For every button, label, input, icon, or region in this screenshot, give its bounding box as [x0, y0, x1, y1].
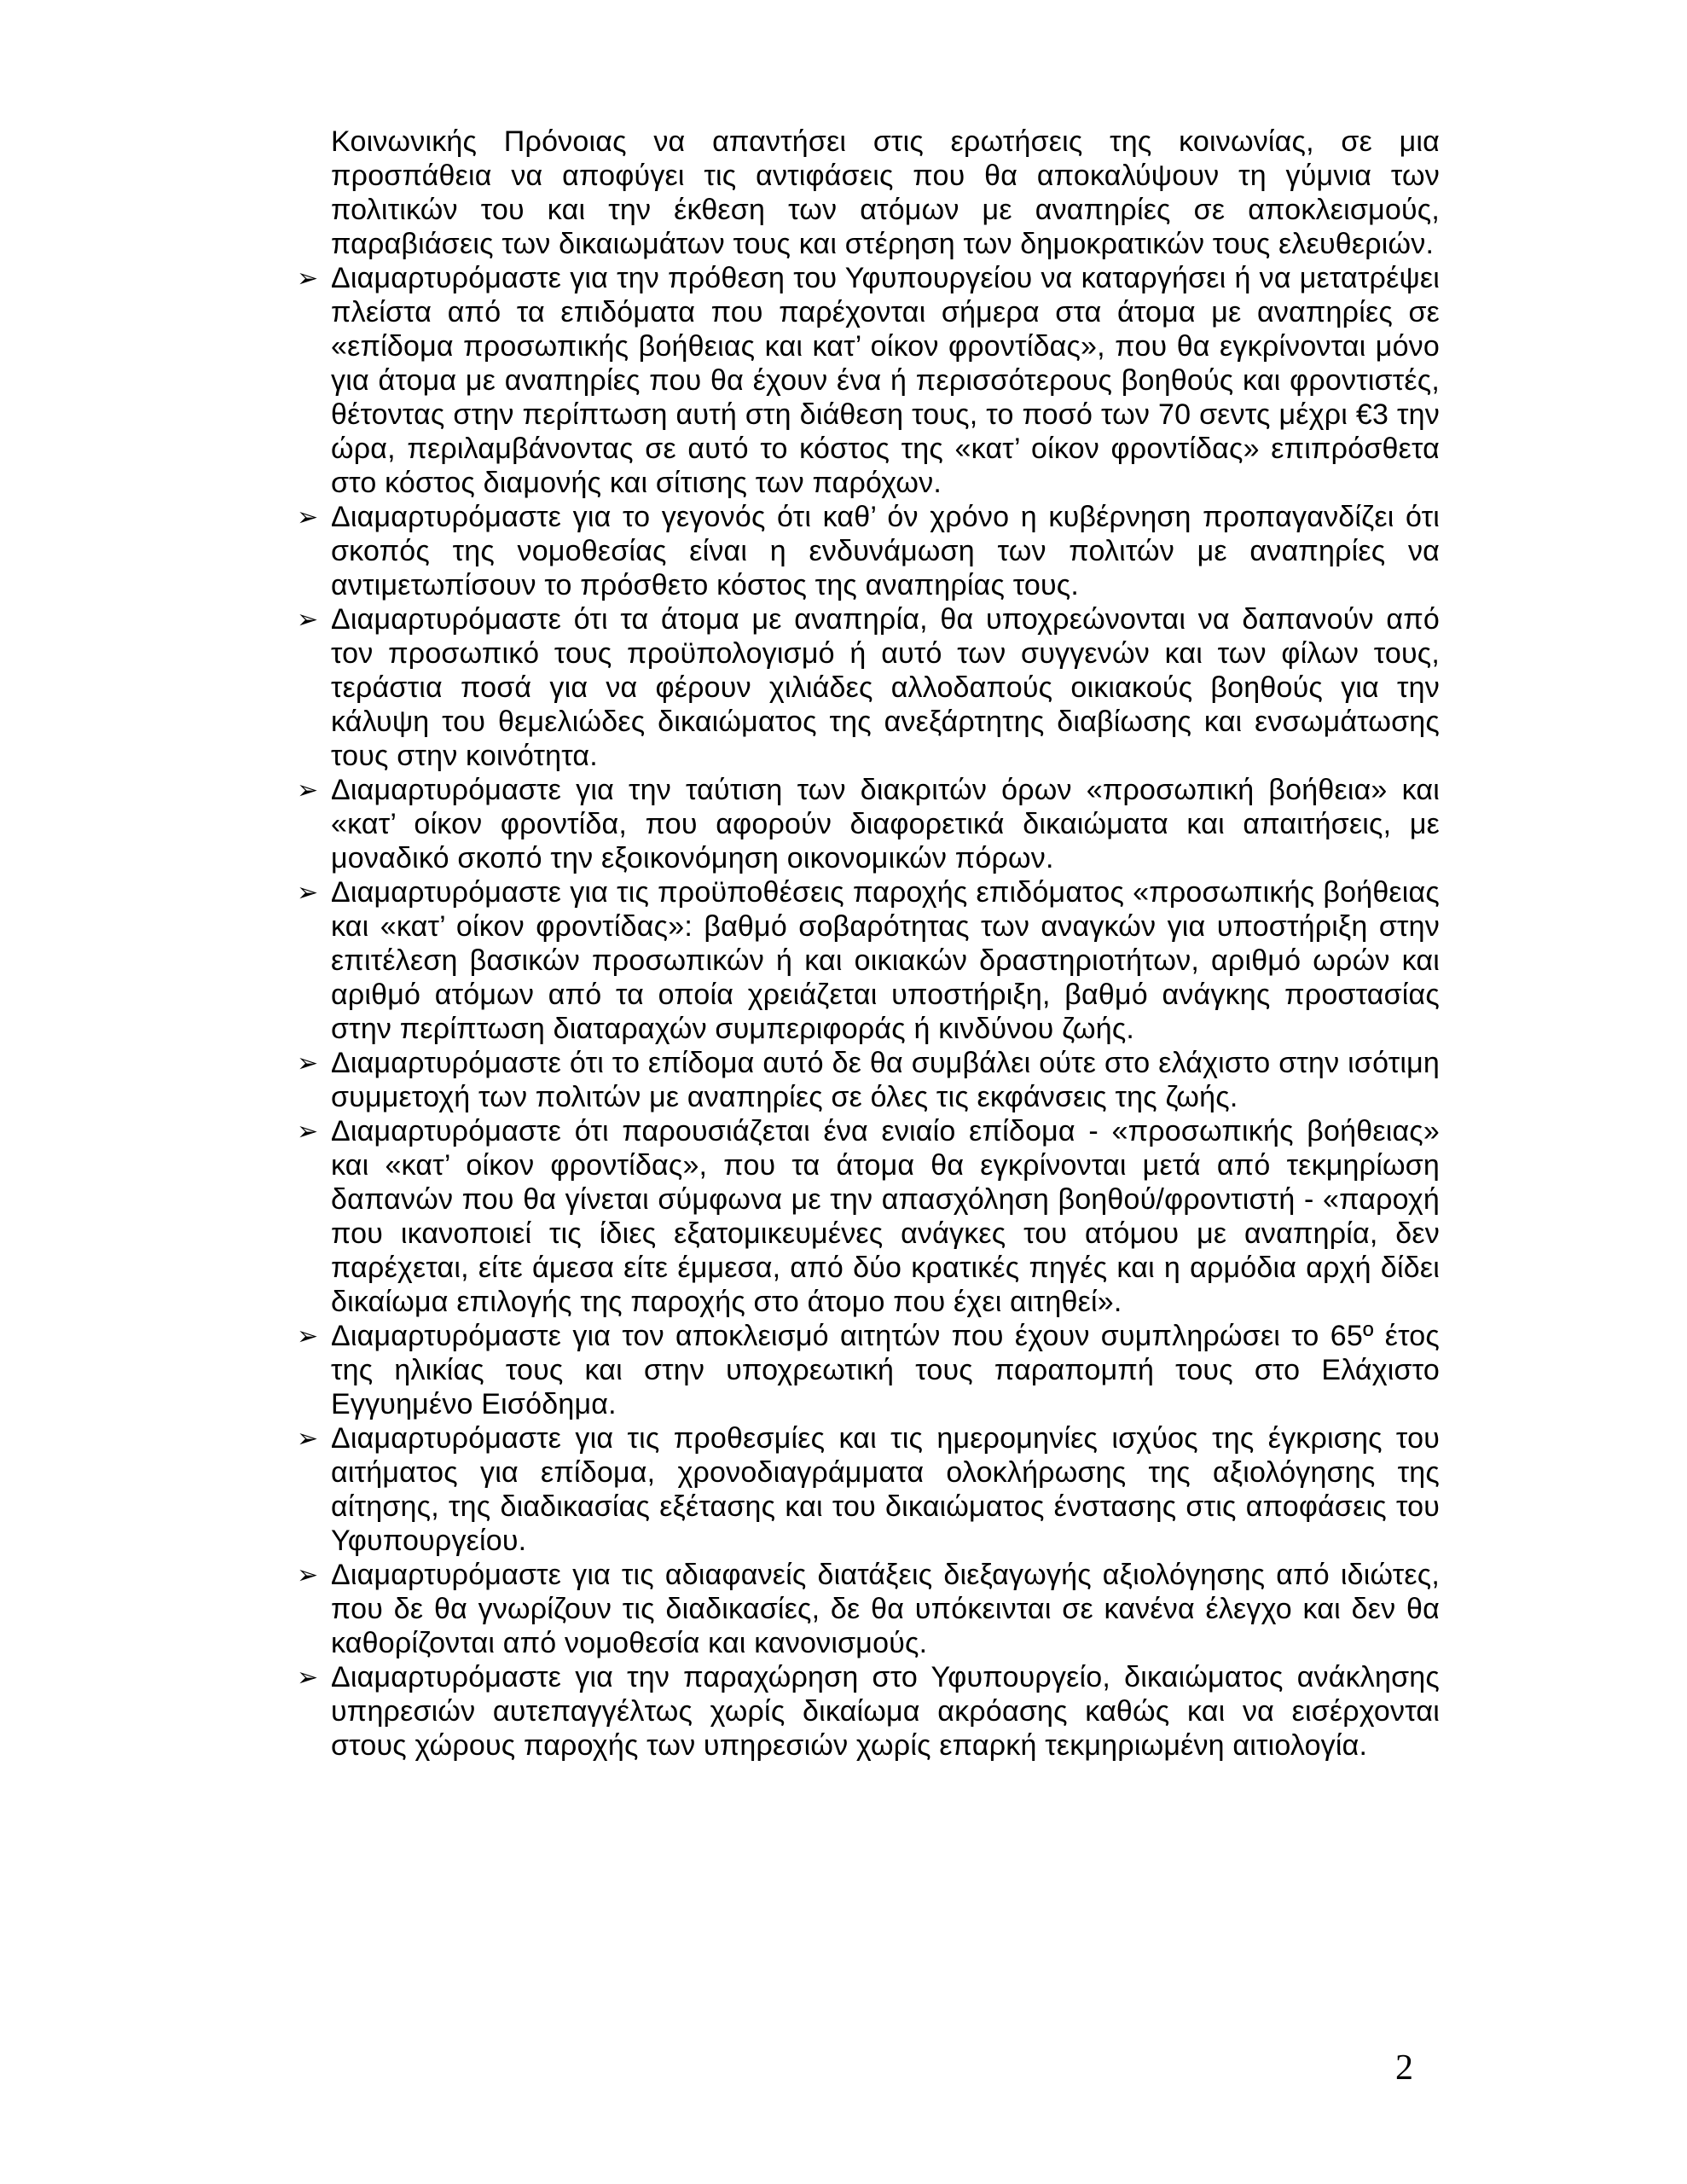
bullet-text: Διαμαρτυρόμαστε για το γεγονός ότι καθ’ όν χρόνο η κυβέρνηση προπαγανδίζει ότι σκοπός της νομοθεσίας είναι η ενδυνάμωση των πολιτών με αναπηρίες να αντιμετωπίσουν το πρόσθετο κόστος της αναπηρίας τους. [331, 501, 1440, 601]
arrow-bullet-icon: ➢ [297, 1560, 319, 1590]
list-item [297, 1319, 1440, 1421]
arrow-bullet-icon: ➢ [297, 1663, 319, 1693]
arrow-bullet-icon: ➢ [297, 1117, 319, 1147]
page-number: 2 [1395, 2048, 1413, 2088]
arrow-bullet-icon: ➢ [297, 502, 319, 532]
arrow-bullet-icon: ➢ [297, 775, 319, 805]
list-item [297, 261, 1440, 500]
list-item [297, 1421, 1440, 1558]
bullet-text: Διαμαρτυρόμαστε για την ταύτιση των διακριτών όρων «προσωπική βοήθεια» και «κατ’ οίκον φροντίδα, που αφορούν διαφορετικά δικαιώματα και απαιτήσεις, με μοναδικό σκοπό την εξοικονόμηση οικονομικών πόρων. [331, 774, 1440, 874]
bullet-text: Διαμαρτυρόμαστε για τις προϋποθέσεις παροχής επιδόματος «προσωπικής βοήθειας και «κατ’ οίκον φροντίδας»: βαθμό σοβαρότητας των αναγκών για υποστήριξη στην επιτέλεση βασικών προσωπικών ή και οικιακών δραστηριοτήτων, αριθμό ωρών και αριθμό ατόμων από τα οποία χρειάζεται υποστήριξη, βαθμό ανάγκης προστασίας στην περίπτωση διαταραχών συμπεριφοράς ή κινδύνου ζωής. [331, 876, 1440, 1045]
list-item [297, 875, 1440, 1046]
arrow-bullet-icon: ➢ [297, 878, 319, 908]
paragraph-continuation: Κοινωνικής Πρόνοιας να απαντήσει στις ερωτήσεις της κοινωνίας, σε μια προσπάθεια να αποφύγει τις αντιφάσεις που θα αποκαλύψουν τη γύμνια των πολιτικών του και την έκθεση των ατόμων με αναπηρίες σε αποκλεισμούς, παραβιάσεις των δικαιωμάτων τους και στέρηση των δημοκρατικών τους ελευθεριών. [331, 125, 1440, 260]
list-item [297, 1660, 1440, 1763]
bullet-text: Διαμαρτυρόμαστε για τις αδιαφανείς διατάξεις διεξαγωγής αξιολόγησης από ιδιώτες, που δε θα γνωρίζουν τις διαδικασίες, δε θα υπόκεινται σε κανένα έλεγχο και δεν θα καθορίζονται από νομοθεσία και κανονισμούς. [331, 1559, 1440, 1659]
list-item [297, 1114, 1440, 1319]
list-item [297, 602, 1440, 773]
bullet-text: Διαμαρτυρόμαστε για την πρόθεση του Υφυπουργείου να καταργήσει ή να μετατρέψει πλείστα από τα επιδόματα που παρέχονται σήμερα στα άτομα με αναπηρίες σε «επίδομα προσωπικής βοήθειας και κατ’ οίκον φροντίδας», που θα εγκρίνονται μόνο για άτομα με αναπηρίες που θα έχουν ένα ή περισσότερους βοηθούς και φροντιστές, θέτοντας στην περίπτωση αυτή στη διάθεση τους, το ποσό των 70 σεντς μέχρι €3 την ώρα, περιλαμβάνοντας σε αυτό το κόστος της «κατ’ οίκον φροντίδας» επιπρόσθετα στο κόστος διαμονής και σίτισης των παρόχων. [331, 262, 1440, 499]
arrow-bullet-icon: ➢ [297, 1321, 319, 1351]
bullet-text: Διαμαρτυρόμαστε ότι το επίδομα αυτό δε θα συμβάλει ούτε στο ελάχιστο στην ισότιμη συμμετοχή των πολιτών με αναπηρίες σε όλες τις εκφάνσεις της ζωής. [331, 1047, 1440, 1113]
arrow-bullet-icon: ➢ [297, 1424, 319, 1454]
list-item [297, 1558, 1440, 1660]
bullet-text: Διαμαρτυρόμαστε για τον αποκλεισμό αιτητών που έχουν συμπληρώσει το 65º έτος της ηλικίας τους και στην υποχρεωτική τους παραπομπή τους στο Ελάχιστο Εγγυημένο Εισόδημα. [331, 1320, 1440, 1420]
list-item [297, 773, 1440, 875]
document-body [297, 125, 1440, 1763]
bullet-text: Διαμαρτυρόμαστε για την παραχώρηση στο Υφυπουργείο, δικαιώματος ανάκλησης υπηρεσιών αυτεπαγγέλτως χωρίς δικαίωμα ακρόασης καθώς και να εισέρχονται στους χώρους παροχής των υπηρεσιών χωρίς επαρκή τεκμηριωμένη αιτιολογία. [331, 1661, 1440, 1762]
arrow-bullet-icon: ➢ [297, 1048, 319, 1078]
arrow-bullet-icon: ➢ [297, 264, 319, 293]
bullet-text: Διαμαρτυρόμαστε ότι τα άτομα με αναπηρία, θα υποχρεώνονται να δαπανούν από τον προσωπικό τους προϋπολογισμό ή αυτό των συγγενών και των φίλων τους, τεράστια ποσά για να φέρουν χιλιάδες αλλοδαπούς οικιακούς βοηθούς για την κάλυψη του θεμελιώδες δικαιώματος της ανεξάρτητης διαβίωσης και ενσωμάτωσης τους στην κοινότητα. [331, 603, 1440, 772]
bullet-text: Διαμαρτυρόμαστε ότι παρουσιάζεται ένα ενιαίο επίδομα - «προσωπικής βοήθειας» και «κατ’ οίκον φροντίδας», που τα άτομα θα εγκρίνονται μετά από τεκμηρίωση δαπανών που θα γίνεται σύμφωνα με την απασχόληση βοηθού/φροντιστή - «παροχή που ικανοποιεί τις ίδιες εξατομικευμένες ανάγκες του ατόμου με αναπηρία, δεν παρέχεται, είτε άμεσα είτε έμμεσα, από δύο κρατικές πηγές και η αρμόδια αρχή δίδει δικαίωμα επιλογής της παροχής στο άτομο που έχει αιτηθεί». [331, 1115, 1440, 1318]
list-item [297, 1046, 1440, 1114]
bullet-text: Διαμαρτυρόμαστε για τις προθεσμίες και τις ημερομηνίες ισχύος της έγκρισης του αιτήματος για επίδομα, χρονοδιαγράμματα ολοκλήρωσης της αξιολόγησης της αίτησης, της διαδικασίας εξέτασης και του δικαιώματος ένστασης στις αποφάσεις του Υφυπουργείου. [331, 1422, 1440, 1557]
arrow-bullet-icon: ➢ [297, 605, 319, 635]
list-item [297, 500, 1440, 602]
